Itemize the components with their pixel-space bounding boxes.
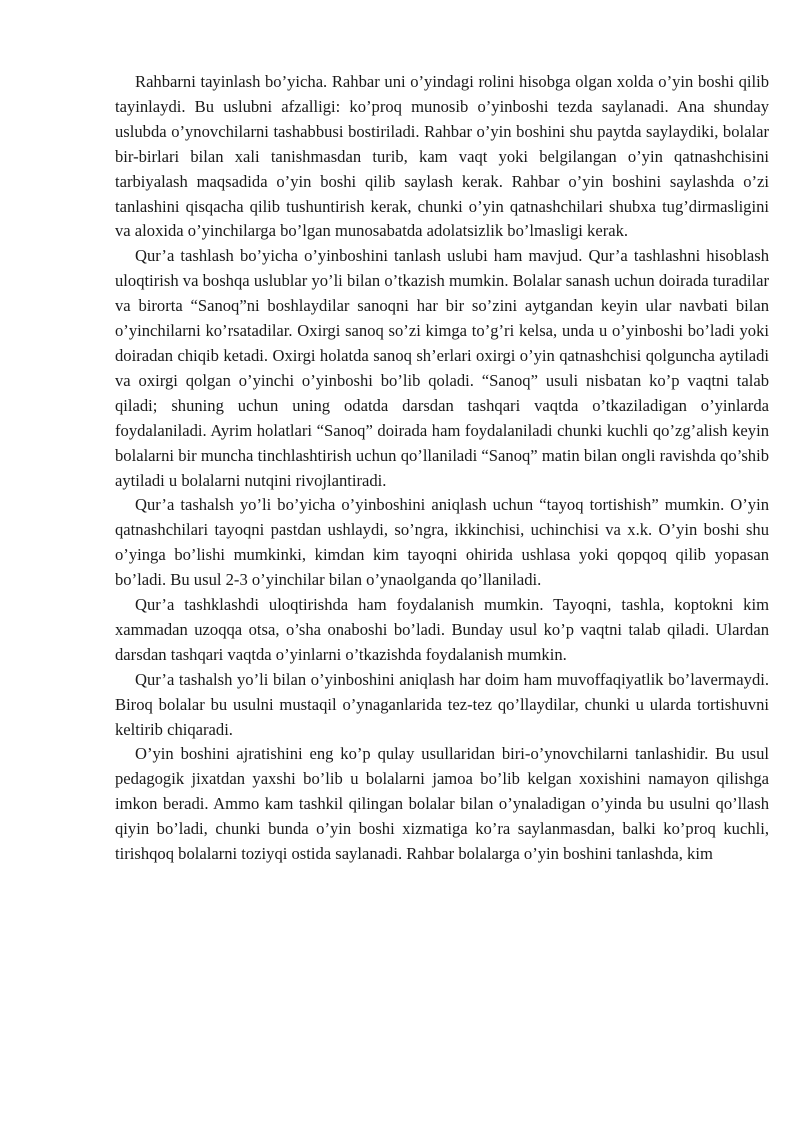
paragraph-lot-success: Qur’a tashalsh yo’li bilan o’yinboshini aniqlash har doim ham muvoffaqiyatlik bo’lavermaydi. Biroq bolalar bu usulni mustaqil o’ynaganlarida tez-tez qo’llaydilar, chunki u ularda tortishuvni keltirib chiqaradi. — [115, 669, 769, 739]
document-page — [115, 70, 769, 867]
paragraph-player-selection: O’yin boshini ajratishini eng ko’p qulay usullaridan biri-o’ynovchilarni tanlashidir. Bu usul pedagogik jixatdan yaxshi bo’lib u bolalarni jamoa bo’lib kelgan xoxishini namayon qilishga imkon beradi. Ammo kam tashkil qilingan bolalar bilan o’ynaladigan o’yinda bu usulni qo’llash qiyin bo’ladi, chunki bunda o’yin boshi xizmatiga ko’ra saylanmasdan, balki ko’proq kuchli, tirishqoq bolalarni toziyqi ostida saylanadi. Rahbar bolalarga o’yin boshini tanlashda, kim — [115, 744, 769, 864]
paragraph-throwing: Qur’a tashklashdi uloqtirishda ham foydalanish mumkin. Tayoqni, tashla, koptokni kim xammadan uzoqqa otsa, o’sha onaboshi bo’ladi. Bunday usul ko’p vaqtni talab qiladi. Ulardan darsdan tashqari vaqtda o’yinlarni o’tkazishda foydalanish mumkin. — [115, 595, 769, 664]
paragraph-lot-drawing: Qur’a tashlash bo’yicha o’yinboshini tanlash uslubi ham mavjud. Qur’a tashlashni hisoblash uloqtirish va boshqa uslublar yo’li bilan o’tkazish mumkin. Bolalar sanash uchun doirada turadilar va birorta “Sanoq”ni boshlaydilar sanoqni har bir so’zini aytgandan keyin ular navbati bilan o’yinchilarni ko’rsatadilar. Oxirgi sanoq so’zi kimga to’g’ri kelsa, unda u o’yinboshi bo’ladi yoki doiradan chiqib ketadi. Oxirgi holatda sanoq sh’erlari oxirgi o’yin qatnashchisi qolguncha aytiladi va oxirgi qolgan o’yinchi o’yinboshi bo’lib qoladi. “Sanoq” usuli nisbatan ko’p vaqtni talab qiladi; shuning uchun uning odatda darsdan tashqari vaqtda o’tkaziladigan o’yinlarda foydalaniladi. Ayrim holatlari “Sanoq” doirada ham foydalaniladi chunki kuchli qo’zg’alish keyin bolalarni bir muncha tinchlashtirish uchun qo’llaniladi “Sanoq” matin bilan ongli ravishda qo’shib aytiladi u bolalarni nutqini rivojlantiradi. — [115, 246, 769, 490]
paragraph-stick-pulling: Qur’a tashalsh yo’li bo’yicha o’yinboshini aniqlash uchun “tayoq tortishish” mumkin. O’yin qatnashchilari tayoqni pastdan ushlaydi, so’ngra, ikkinchisi, uchinchisi va x.k. O’yin boshi shu o’yinga bo’lishi mumkinki, kimdan kim tayoqni ohirida ushlasa yoki qopqoq qilib yopasan bo’ladi. Bu usul 2-3 o’yinchilar bilan o’ynaolganda qo’llaniladi. — [115, 495, 769, 590]
paragraph-leader-appointment: Rahbarni tayinlash bo’yicha. Rahbar uni o’yindagi rolini hisobga olgan xolda o’yin boshi qilib tayinlaydi. Bu uslubni afzalligi: ko’proq munosib o’yinboshi tezda saylanadi. Ana shunday uslubda o’ynovchilarni tashabbusi bostiriladi. Rahbar o’yin boshini shu paytda saylaydiki, bolalar bir-birlari bilan xali tanishmasdan turib, kam vaqt yoki belgilangan o’yin qatnashchisini tarbiyalash maqsadida o’yin boshi qilib saylash kerak. Rahbar o’yin boshini saylashda o’zi tanlashini qisqacha qilib tushuntirish kerak, chunki o’yin qatnashchilari shubxa tug’dirmasligini va aloxida o’yinchilarga bo’lgan munosabatda adolatsizlik bo’lmasligi kerak. — [115, 72, 769, 241]
